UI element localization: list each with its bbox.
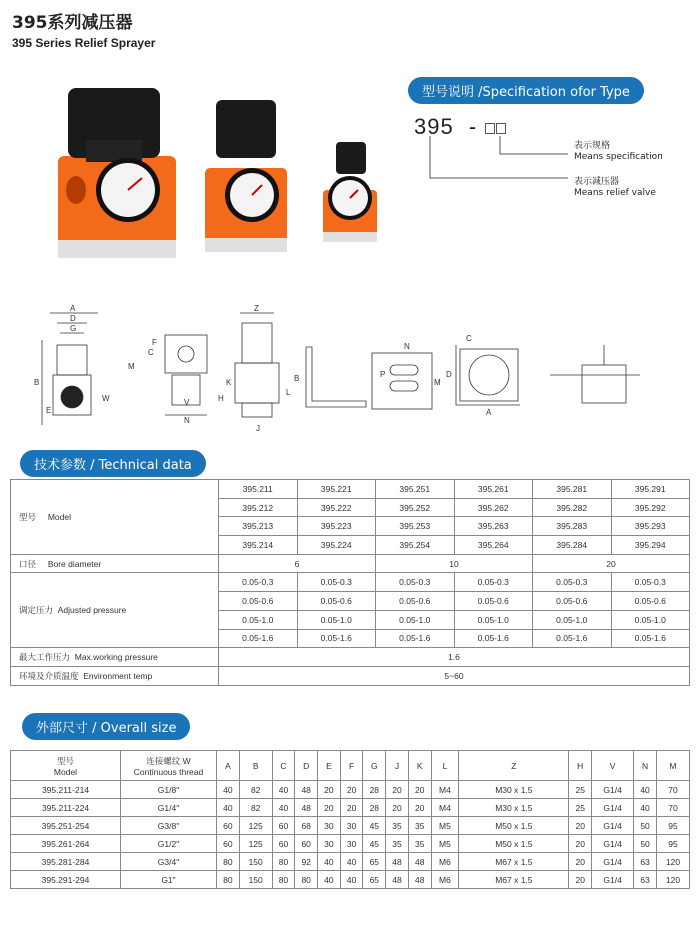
tech-pressure-cell: 0.05-0.6 xyxy=(533,592,612,611)
tech-max-value: 1.6 xyxy=(219,648,690,667)
size-cell: M5 xyxy=(431,817,459,835)
tech-model-cell: 395.261 xyxy=(454,480,533,499)
dim-label-N2: N xyxy=(404,342,410,351)
size-cell: 40 xyxy=(340,871,363,889)
size-cell: G1/2" xyxy=(121,835,217,853)
tech-table xyxy=(10,479,690,686)
size-cell: M5 xyxy=(431,835,459,853)
tech-pressure-row xyxy=(11,573,690,592)
drawing-bracket xyxy=(306,347,366,407)
tech-pressure-cell: 0.05-1.0 xyxy=(533,610,612,629)
tech-model-cell: 395.254 xyxy=(376,536,455,555)
size-cell: 50 xyxy=(634,817,657,835)
tech-model-cell: 395.213 xyxy=(219,517,298,536)
size-cell: 395.251-254 xyxy=(11,817,121,835)
tech-model-cell: 395.251 xyxy=(376,480,455,499)
tech-model-cell: 395.263 xyxy=(454,517,533,536)
size-cell: 80 xyxy=(295,871,318,889)
dim-label-C2: C xyxy=(466,334,472,343)
size-cell: 40 xyxy=(340,853,363,871)
tech-bore-cell: 6 xyxy=(219,554,376,573)
model-code-dash: - xyxy=(468,114,478,139)
spec-pill: 型号说明 /Specification ofor Type xyxy=(408,77,644,104)
tech-bore-row xyxy=(11,554,690,573)
size-header-model: 型号 Model xyxy=(11,751,121,781)
size-cell: 68 xyxy=(295,817,318,835)
product-medium xyxy=(205,100,287,252)
tech-pressure-cell: 0.05-1.0 xyxy=(297,610,376,629)
tech-env-value: 5~60 xyxy=(219,666,690,685)
size-cell: M50 x 1.5 xyxy=(459,817,569,835)
size-cell: 80 xyxy=(217,853,240,871)
dim-label-L: L xyxy=(286,388,291,397)
tech-pressure-cell: 0.05-1.0 xyxy=(376,610,455,629)
tech-model-cell: 395.293 xyxy=(611,517,690,536)
tech-pressure-cell: 0.05-1.0 xyxy=(454,610,533,629)
tech-model-cell: 395.294 xyxy=(611,536,690,555)
page-title-en: 395 Series Relief Sprayer xyxy=(12,36,156,50)
size-header-row xyxy=(11,751,690,781)
dim-label-M: M xyxy=(128,362,135,371)
size-cell: 65 xyxy=(363,853,386,871)
tech-model-cell: 395.221 xyxy=(297,480,376,499)
size-cell: 395.211-214 xyxy=(11,781,121,799)
tech-pressure-cell: 0.05-1.0 xyxy=(219,610,298,629)
size-cell: G1/8" xyxy=(121,781,217,799)
tech-pressure-cell: 0.05-0.6 xyxy=(219,592,298,611)
size-cell: 60 xyxy=(295,835,318,853)
tech-pressure-cell: 0.05-1.6 xyxy=(219,629,298,648)
tech-model-cell: 395.262 xyxy=(454,498,533,517)
tech-pressure-cell: 0.05-1.6 xyxy=(611,629,690,648)
tech-model-cell: 395.282 xyxy=(533,498,612,517)
size-cell: 20 xyxy=(318,799,341,817)
dim-label-F: F xyxy=(152,338,157,347)
size-cell: 92 xyxy=(295,853,318,871)
size-header-col: H xyxy=(569,751,592,781)
size-header-col: C xyxy=(272,751,295,781)
model-cn: 型号 xyxy=(19,511,37,522)
size-row xyxy=(11,817,690,835)
dim-label-V: V xyxy=(184,398,190,407)
tech-model-label xyxy=(11,480,219,555)
size-cell: 20 xyxy=(569,853,592,871)
size-cell: 150 xyxy=(239,871,272,889)
size-header-col: M xyxy=(656,751,689,781)
size-cell: 63 xyxy=(634,853,657,871)
tech-model-cell: 395.211 xyxy=(219,480,298,499)
dim-label-H: H xyxy=(218,394,224,403)
size-cell: 150 xyxy=(239,853,272,871)
size-cell: 40 xyxy=(272,799,295,817)
size-cell: 125 xyxy=(239,817,272,835)
size-cell: 60 xyxy=(217,835,240,853)
size-cell: G1/4 xyxy=(592,853,634,871)
size-cell: 20 xyxy=(408,799,431,817)
size-cell: M4 xyxy=(431,799,459,817)
size-cell: G1/4" xyxy=(121,799,217,817)
dim-label-C: C xyxy=(148,348,154,357)
size-cell: 35 xyxy=(386,817,409,835)
size-header-col: F xyxy=(340,751,363,781)
tech-bore-cell: 20 xyxy=(533,554,690,573)
tech-model-cell: 395.292 xyxy=(611,498,690,517)
size-cell: 30 xyxy=(318,817,341,835)
size-cell: 40 xyxy=(634,781,657,799)
size-cell: 45 xyxy=(363,817,386,835)
tech-pressure-cell: 0.05-0.6 xyxy=(611,592,690,611)
size-cell: G1/4 xyxy=(592,781,634,799)
product-large xyxy=(58,88,176,258)
drawing-side xyxy=(235,313,279,417)
tech-pressure-cell: 0.05-1.6 xyxy=(297,629,376,648)
size-cell: 395.211-224 xyxy=(11,799,121,817)
size-header-thread: 连接螺纹 W Continuous thread xyxy=(121,751,217,781)
size-cell: 48 xyxy=(295,799,318,817)
dimension-drawings xyxy=(20,305,680,440)
size-cell: 20 xyxy=(386,799,409,817)
size-cell: G3/4" xyxy=(121,853,217,871)
tech-pressure-cell: 0.05-0.3 xyxy=(297,573,376,592)
size-cell: 28 xyxy=(363,781,386,799)
size-header-col: L xyxy=(431,751,459,781)
tech-pressure-label: 调定压力 Adjusted pressure xyxy=(11,573,219,648)
tech-model-cell: 395.222 xyxy=(297,498,376,517)
size-cell: M67 x 1.5 xyxy=(459,853,569,871)
size-row xyxy=(11,799,690,817)
tech-model-cell: 395.284 xyxy=(533,536,612,555)
size-cell: 45 xyxy=(363,835,386,853)
size-cell: 95 xyxy=(656,835,689,853)
tech-model-cell: 395.291 xyxy=(611,480,690,499)
size-cell: 25 xyxy=(569,781,592,799)
size-cell: 82 xyxy=(239,799,272,817)
size-cell: G3/8" xyxy=(121,817,217,835)
size-cell: 40 xyxy=(318,853,341,871)
tech-pressure-cell: 0.05-0.3 xyxy=(454,573,533,592)
size-cell: 48 xyxy=(386,871,409,889)
size-cell: G1/4 xyxy=(592,799,634,817)
size-cell: 40 xyxy=(217,799,240,817)
dim-label-A2: A xyxy=(486,408,492,417)
dim-label-N: N xyxy=(184,416,190,425)
size-header-col: Z xyxy=(459,751,569,781)
size-header-col: B xyxy=(239,751,272,781)
size-cell: 30 xyxy=(340,835,363,853)
spec-en: Means specification xyxy=(574,152,663,162)
size-cell: G1/4 xyxy=(592,817,634,835)
size-cell: 20 xyxy=(408,781,431,799)
tech-pressure-cell: 0.05-1.6 xyxy=(376,629,455,648)
size-header-col: N xyxy=(634,751,657,781)
size-cell: 20 xyxy=(569,817,592,835)
product-small xyxy=(323,142,377,242)
dim-label-A: A xyxy=(70,305,76,313)
size-cell: 30 xyxy=(340,817,363,835)
dim-label-K: K xyxy=(226,378,232,387)
tech-model-row xyxy=(11,480,690,499)
size-cell: 60 xyxy=(272,835,295,853)
product-photos xyxy=(40,80,400,270)
size-cell: 20 xyxy=(569,835,592,853)
size-cell: 395.281-284 xyxy=(11,853,121,871)
size-cell: 70 xyxy=(656,799,689,817)
tech-bore-label: 口径 Bore diameter xyxy=(11,554,219,573)
size-cell: 80 xyxy=(272,853,295,871)
size-cell: 50 xyxy=(634,835,657,853)
size-cell: M4 xyxy=(431,781,459,799)
tech-model-cell: 395.214 xyxy=(219,536,298,555)
dim-label-E: E xyxy=(46,406,52,415)
tech-pill: 技术参数 / Technical data xyxy=(20,450,206,477)
tech-pressure-cell: 0.05-0.3 xyxy=(376,573,455,592)
spec-cn: 表示规格 xyxy=(574,141,611,151)
size-cell: 60 xyxy=(272,817,295,835)
size-cell: 40 xyxy=(634,799,657,817)
size-header-col: J xyxy=(386,751,409,781)
size-row xyxy=(11,871,690,889)
valve-en: Means relief valve xyxy=(574,188,656,198)
tech-max-label: 最大工作压力 Max.working pressure xyxy=(11,648,219,667)
size-cell: 65 xyxy=(363,871,386,889)
size-cell: 35 xyxy=(408,817,431,835)
size-cell: 120 xyxy=(656,853,689,871)
size-cell: 63 xyxy=(634,871,657,889)
model-code-number: 395 xyxy=(414,114,454,139)
tech-pressure-cell: 0.05-0.3 xyxy=(611,573,690,592)
tech-model-cell: 395.212 xyxy=(219,498,298,517)
size-cell: 40 xyxy=(217,781,240,799)
dim-label-D: D xyxy=(70,314,76,323)
dim-label-P: P xyxy=(380,370,386,379)
tech-model-cell: 395.223 xyxy=(297,517,376,536)
size-cell: 20 xyxy=(318,781,341,799)
tech-pressure-cell: 0.05-0.6 xyxy=(376,592,455,611)
tech-pressure-cell: 0.05-1.6 xyxy=(454,629,533,648)
size-cell: G1/4 xyxy=(592,835,634,853)
tech-model-cell: 395.253 xyxy=(376,517,455,536)
size-cell: 395.261-264 xyxy=(11,835,121,853)
tech-pressure-cell: 0.05-0.3 xyxy=(533,573,612,592)
size-cell: 20 xyxy=(569,871,592,889)
spec-means-spec xyxy=(574,141,663,163)
tech-pressure-cell: 0.05-1.6 xyxy=(533,629,612,648)
size-cell: 40 xyxy=(318,871,341,889)
dim-label-W: W xyxy=(102,394,110,403)
tech-bore-cell: 10 xyxy=(376,554,533,573)
size-cell: 125 xyxy=(239,835,272,853)
size-cell: M6 xyxy=(431,853,459,871)
tech-model-cell: 395.283 xyxy=(533,517,612,536)
size-cell: 395.291-294 xyxy=(11,871,121,889)
size-cell: 40 xyxy=(272,781,295,799)
valve-cn: 表示减压器 xyxy=(574,177,620,187)
size-cell: 48 xyxy=(295,781,318,799)
size-cell: M30 x 1.5 xyxy=(459,799,569,817)
size-cell: M6 xyxy=(431,871,459,889)
tech-pressure-cell: 0.05-1.0 xyxy=(611,610,690,629)
size-cell: 80 xyxy=(272,871,295,889)
tech-model-cell: 395.224 xyxy=(297,536,376,555)
size-pill: 外部尺寸 / Overall size xyxy=(22,713,190,740)
size-header-col: V xyxy=(592,751,634,781)
spec-means-valve xyxy=(574,177,656,199)
drawing-symbol xyxy=(550,345,640,403)
tech-model-cell: 395.281 xyxy=(533,480,612,499)
dim-label-J: J xyxy=(256,424,260,433)
tech-max-row xyxy=(11,648,690,667)
tech-model-cell: 395.252 xyxy=(376,498,455,517)
dim-label-M2: M xyxy=(434,378,441,387)
tech-env-row xyxy=(11,666,690,685)
size-header-col: E xyxy=(318,751,341,781)
size-cell: 28 xyxy=(363,799,386,817)
drawing-bracket-face xyxy=(372,353,432,409)
size-cell: 48 xyxy=(386,853,409,871)
size-cell: M50 x 1.5 xyxy=(459,835,569,853)
size-cell: 30 xyxy=(318,835,341,853)
size-cell: G1" xyxy=(121,871,217,889)
size-cell: 20 xyxy=(340,781,363,799)
tech-pressure-cell: 0.05-0.3 xyxy=(219,573,298,592)
size-header-col: A xyxy=(217,751,240,781)
spec-leader-lines xyxy=(420,134,580,194)
tech-env-label: 环境及介质温度 Environment temp xyxy=(11,666,219,685)
tech-model-cell: 395.264 xyxy=(454,536,533,555)
page-title-cn: 395系列减压器 xyxy=(12,13,133,33)
tech-pressure-cell: 0.05-0.6 xyxy=(454,592,533,611)
size-cell: 82 xyxy=(239,781,272,799)
dim-label-B: B xyxy=(34,378,40,387)
size-row xyxy=(11,781,690,799)
size-table xyxy=(10,750,690,889)
drawing-plate xyxy=(456,345,520,405)
size-header-col: K xyxy=(408,751,431,781)
size-cell: 35 xyxy=(386,835,409,853)
size-header-col: D xyxy=(295,751,318,781)
model-en: Model xyxy=(47,511,71,522)
size-row xyxy=(11,853,690,871)
size-cell: G1/4 xyxy=(592,871,634,889)
size-cell: 95 xyxy=(656,817,689,835)
size-cell: 20 xyxy=(386,781,409,799)
size-header-col: G xyxy=(363,751,386,781)
size-cell: 80 xyxy=(217,871,240,889)
dim-label-G: G xyxy=(70,324,77,333)
size-cell: 70 xyxy=(656,781,689,799)
size-cell: M30 x 1.5 xyxy=(459,781,569,799)
size-cell: 60 xyxy=(217,817,240,835)
tech-pressure-cell: 0.05-0.6 xyxy=(297,592,376,611)
size-row xyxy=(11,835,690,853)
dim-label-B2: B xyxy=(294,374,300,383)
size-cell: 120 xyxy=(656,871,689,889)
size-cell: 48 xyxy=(408,853,431,871)
dim-label-D2: D xyxy=(446,370,452,379)
dim-label-Z: Z xyxy=(254,305,259,313)
size-cell: M67 x 1.5 xyxy=(459,871,569,889)
size-cell: 48 xyxy=(408,871,431,889)
size-cell: 20 xyxy=(340,799,363,817)
size-cell: 35 xyxy=(408,835,431,853)
size-cell: 25 xyxy=(569,799,592,817)
